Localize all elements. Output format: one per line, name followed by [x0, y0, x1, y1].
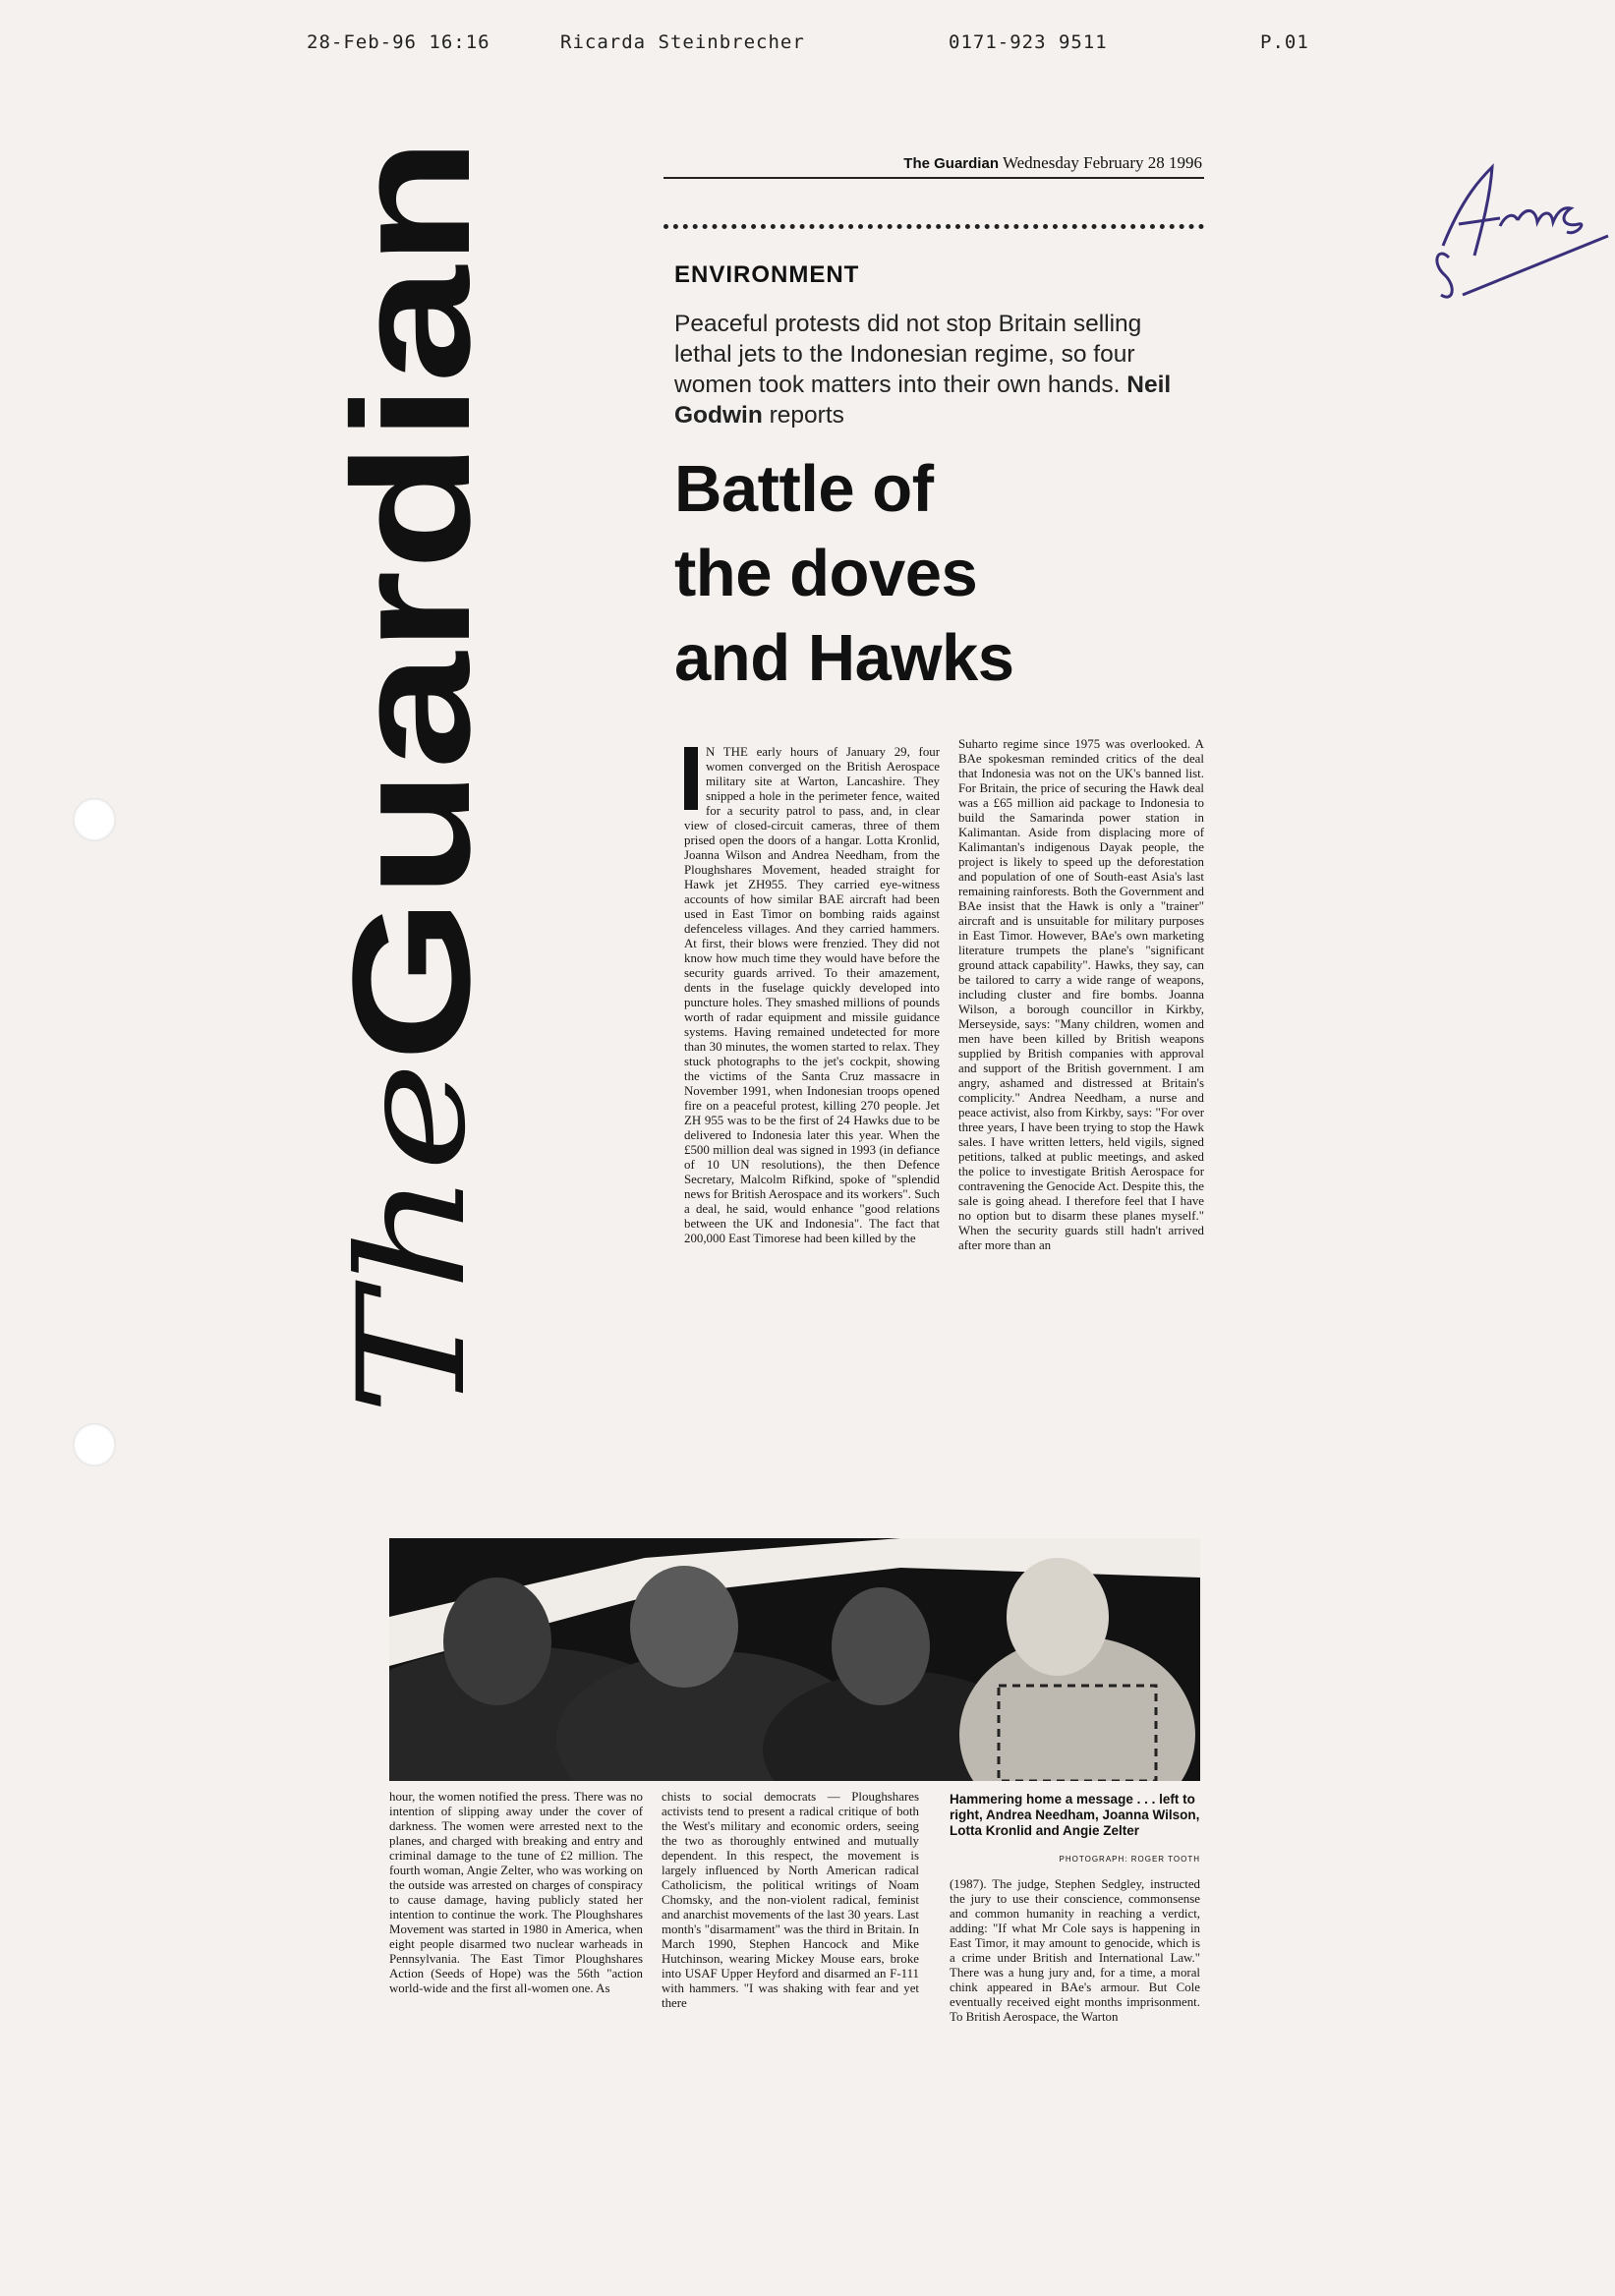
fax-phone: 0171-923 9511 — [949, 31, 1108, 53]
standfirst-text: Peaceful protests did not stop Britain selling lethal jets to the Indonesian regime, so four women took matters into their own hands. — [674, 311, 1142, 398]
headline — [674, 447, 1225, 701]
photograph — [389, 1538, 1200, 1781]
punch-hole-bottom — [73, 1423, 116, 1466]
body-column-2-text: Suharto regime since 1975 was overlooked. A BAe spokesman reminded critics of the deal that Indonesia was not on the UK's banned list. For Britain, the price of securing the Hawk deal was a £65 million aid package to Indonesia to build the Samarinda power station in Kalimantan. Aside from displacing more of Kalimantan's indigenous Dayak people, the project is likely to speed up the deforestation and population of one of South-east Asia's last remaining rainforests. Both the Government and BAe insist that the Hawk is only a "trainer" aircraft and is unsuitable for military purposes in East Timor. However, BAe's own marketing literature trumpets the plane's "significant ground attack capability". Hawks, they say, can be tailored to carry a wide range of weapons, including cluster and fire bombs. Joanna Wilson, a borough councillor in Kirkby, Merseyside, says: "Many children, women and men have been killed by British weapons supplied by British companies with approval and support of the British government. I am angry, ashamed and distressed at Britain's complicity." Andrea Needham, a nurse and peace activist, also from Kirkby, says: "For over three years, I have been trying to stop the Hawk sales. I have written letters, held vigils, signed petitions, talked at public meetings, and asked the police to investigate British Aerospace for contravening the Genocide Act. Despite this, the sale is going ahead. I therefore feel that I have no option but to disarm these planes myself." When the security guards still hadn't arrived after more than an — [958, 737, 1204, 1252]
headline-line-3: and Hawks — [674, 621, 1014, 695]
guardian-masthead — [326, 118, 523, 1435]
body-column-2 — [958, 737, 1204, 1439]
punch-hole-top — [73, 798, 116, 841]
body-column-5-text: (1987). The judge, Stephen Sedgley, instructed the jury to use their conscience, commonsense and common humanity in reaching a verdict, adding: "If what Mr Cole says is happening in East Timor, it may amount to genocide, which is a crime under British and International Law." There was a hung jury and, for a time, a moral chink appeared in BAe's armour. But Cole eventually received eight months imprisonment. To British Aerospace, the Warton — [950, 1877, 1200, 2024]
fax-sender: Ricarda Steinbrecher — [560, 31, 805, 53]
body-column-3-text: hour, the women notified the press. There was no intention of slipping away under the cover of darkness. The women were arrested next to the planes, and charged with breaking and entry and criminal damage to the tune of £2 million. The fourth woman, Angie Zelter, who was working on the outside was arrested on charges of conspiracy to cause damage, having publicly stated her intention to continue the work. The Ploughshares Movement was started in 1980 in America, when eight people disarmed two nuclear warheads in Pennsylvania. The East Timor Ploughshares Action (Seeds of Hope) was the 56th "action world-wide and the first all-women one. As — [389, 1790, 643, 1995]
dateline — [663, 153, 1204, 179]
body-column-4-text: chists to social democrats — Ploughshares activists tend to present a radical critique of both the West's military and economic orders, seeing the two as thoroughly entwined and mutually dependent. In this respect, the movement is largely influenced by North American radical Catholicism, the political writings of Noam Chomsky, and the non-violent radical, feminist and anarchist movements of the last 30 years. Last month's "disarmament" was the third in Britain. In March 1990, Stephen Hancock and Mike Hutchinson, wearing Mickey Mouse ears, broke into USAF Upper Heyford and disarmed an F-111 with hammers. "I was shaking with fear and yet there — [662, 1790, 919, 2010]
handwritten-annotation — [1423, 138, 1610, 334]
standfirst-suffix: reports — [762, 402, 844, 429]
body-column-1 — [684, 745, 940, 1445]
fax-page-number: P.01 — [1260, 31, 1309, 53]
dotted-rule — [663, 224, 1204, 236]
drop-cap-i — [684, 747, 698, 810]
photo-credit: PHOTOGRAPH: ROGER TOOTH — [1059, 1855, 1200, 1864]
headline-line-1: Battle of — [674, 452, 934, 526]
dateline-paper: The Guardian — [903, 155, 999, 172]
body-column-4 — [662, 1790, 919, 2083]
standfirst-author: Neil Godwin — [674, 372, 1172, 429]
body-column-1-text: N THE early hours of January 29, four women converged on the British Aerospace military site at Warton, Lancashire. They snipped a hole in the perimeter fence, waited for a security patrol to pass, and, in clear view of closed-circuit cameras, three of them prised open the doors of a hangar. Lotta Kronlid, Joanna Wilson and Andrea Needham, from the Ploughshares Movement, headed straight for Hawk jet ZH955. They carried eye-witness accounts of how similar BAE aircraft had been used in East Timor on bombing raids against defenceless villages. And they carried hammers. At first, their blows were frenzied. They did not know how much time they would have before the security guards arrived. To their amazement, dents in the fuselage quickly developed into puncture holes. They smashed millions of pounds worth of radar equipment and missile guidance systems. Having remained undetected for more than 30 minutes, the women started to relax. They stuck photographs to the jet's cockpit, showing the victims of the Santa Cruz massacre in November 1991, when Indonesian troops opened fire on a peaceful protest, killing 270 people. Jet ZH 955 was to be the first of 24 Hawks due to be delivered to Indonesia later this year. When the £500 million deal was signed in 1993 (in defiance of 10 UN resolutions), the then Defence Secretary, Malcolm Rifkind, spoke of "splendid news for British Aerospace and its workers". Such a deal, he said, would enhance "good relations between the UK and Indonesia". The fact that 200,000 East Timorese had been killed by the — [684, 745, 940, 1245]
svg-text:TheGuardian: TheGuardian — [326, 328, 505, 1415]
fax-datetime: 28-Feb-96 16:16 — [307, 31, 490, 53]
section-label: ENVIRONMENT — [674, 261, 860, 288]
body-column-5 — [950, 1877, 1200, 2083]
fax-header — [307, 31, 1329, 55]
headline-line-2: the doves — [674, 537, 978, 610]
photo-caption: Hammering home a message . . . left to right, Andrea Needham, Joanna Wilson, Lotta Kronlid and Angie Zelter — [950, 1792, 1200, 1838]
standfirst — [674, 309, 1205, 430]
dateline-date: Wednesday February 28 1996 — [1002, 153, 1202, 172]
body-column-3 — [389, 1790, 643, 2083]
